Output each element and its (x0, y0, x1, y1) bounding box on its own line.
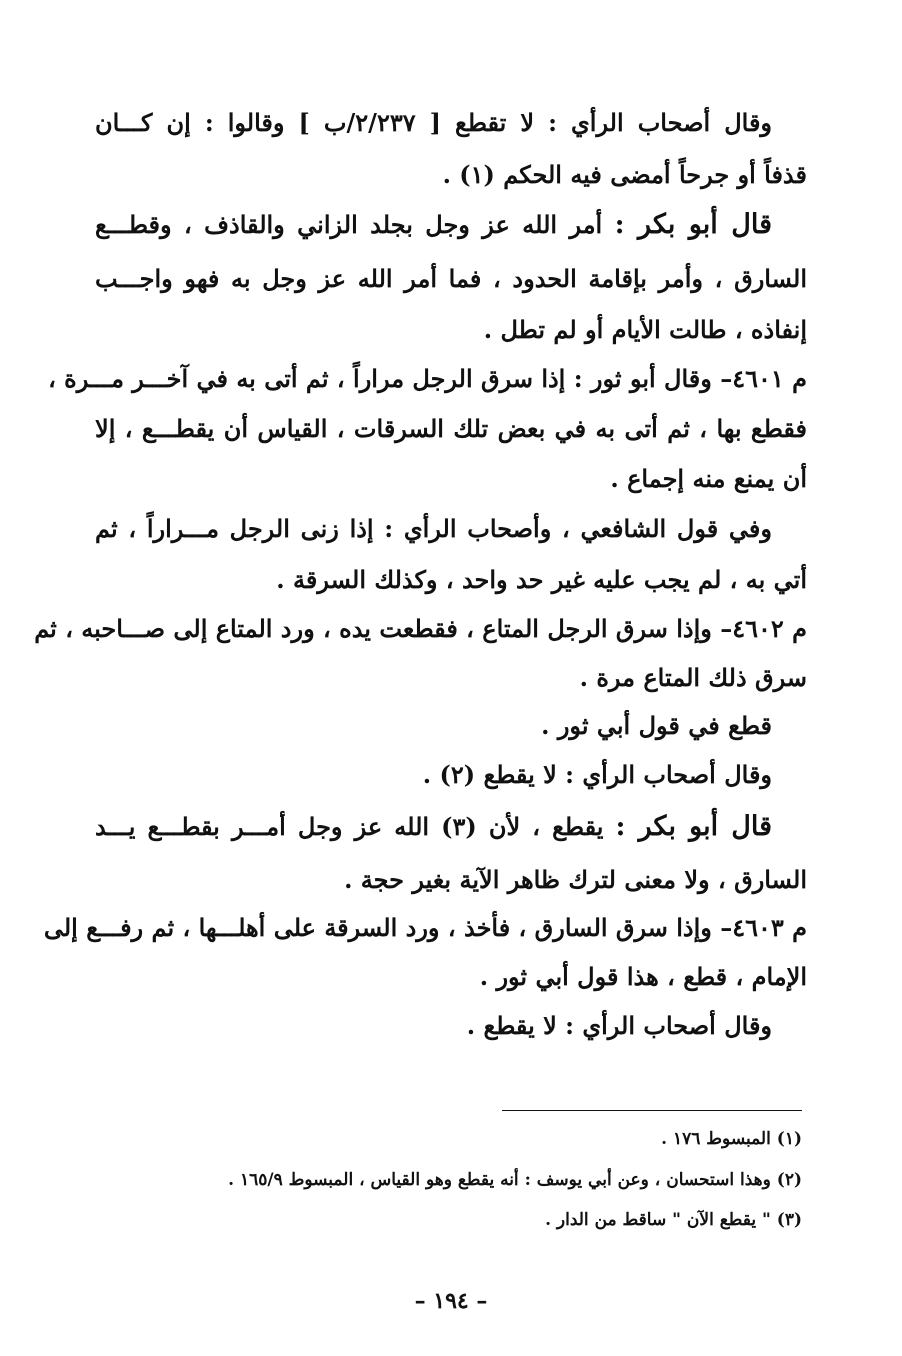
masalah-number: م ٤٦٠٣– (720, 913, 807, 942)
paragraph-line: أن يمنع منه إجماع . (610, 464, 807, 493)
paragraph-text: وقال أبو ثور : إذا سرق الرجل مراراً ، ثم أتى به في آخـــر مـــرة ، (48, 364, 712, 393)
paragraph-line: سرق ذلك المتاع مرة . (579, 663, 807, 692)
paragraph-line: أتي به ، لم يجب عليه غير حد واحد ، وكذلك السرقة . (276, 565, 807, 594)
paragraph-line: قطع في قول أبي ثور . (541, 711, 772, 740)
paragraph-line: وقال أصحاب الرأي : لا يقطع . (466, 1011, 772, 1040)
paragraph-line (95, 810, 772, 844)
paragraph-text: وإذا سرق السارق ، فأخذ ، ورد السرقة على أهلـــها ، ثم رفـــع إلى (43, 913, 712, 942)
masalah-number: م ٤٦٠١– (720, 364, 807, 393)
speaker-label: قال أبو بكر : (615, 811, 772, 842)
paragraph-line: إنفاذه ، طالت الأيام أو لم تطل . (483, 315, 807, 344)
paragraph-line: السارق ، وأمر بإقامة الحدود ، فما أمر الله عز وجل به فهو واجـــب (95, 264, 807, 293)
masalah-line (34, 612, 807, 646)
paragraph-line: وفي قول الشافعي ، وأصحاب الرأي : إذا زنى الرجل مـــراراً ، ثم (95, 514, 772, 543)
speaker-label: قال أبو بكر : (614, 209, 772, 240)
footnote: (٢) وهذا استحسان ، وعن أبي يوسف : أنه يقطع وهو القياس ، المبسوط ١٦٥/٩ . (228, 1170, 802, 1190)
page-number: – ١٩٤ – (414, 1288, 488, 1314)
paragraph-text: أمر الله عز وجل بجلد الزاني والقاذف ، وقطـــع (95, 210, 603, 239)
paragraph-line: وقال أصحاب الرأي : لا تقطع [ ٢/٢٣٧/ب ] وقالوا : إن كـــان (95, 108, 772, 137)
footnote-divider (502, 1110, 802, 1111)
masalah-line (48, 362, 807, 396)
paragraph-line (95, 208, 772, 242)
paragraph-text: وإذا سرق الرجل المتاع ، فقطعت يده ، ورد المتاع إلى صـــاحبه ، ثم (34, 614, 712, 643)
masalah-line (43, 911, 807, 945)
paragraph-line: قذفاً أو جرحاً أمضى فيه الحكم (١) . (442, 160, 807, 189)
paragraph-text: يقطع ، لأن (٣) الله عز وجل أمـــر بقطـــع يـــد (95, 812, 604, 841)
footnote: (١) المبسوط ١٧٦ . (661, 1129, 802, 1149)
footnote: (٣) " يقطع الآن " ساقط من الدار . (545, 1210, 802, 1230)
paragraph-line: فقطع بها ، ثم أتى به في بعض تلك السرقات ، القياس أن يقطـــع ، إلا (95, 414, 807, 443)
paragraph-line: السارق ، ولا معنى لترك ظاهر الآية بغير حجة . (344, 865, 807, 894)
paragraph-line: الإمام ، قطع ، هذا قول أبي ثور . (479, 962, 807, 991)
masalah-number: م ٤٦٠٢– (720, 614, 807, 643)
paragraph-line: وقال أصحاب الرأي : لا يقطع (٢) . (422, 760, 772, 789)
